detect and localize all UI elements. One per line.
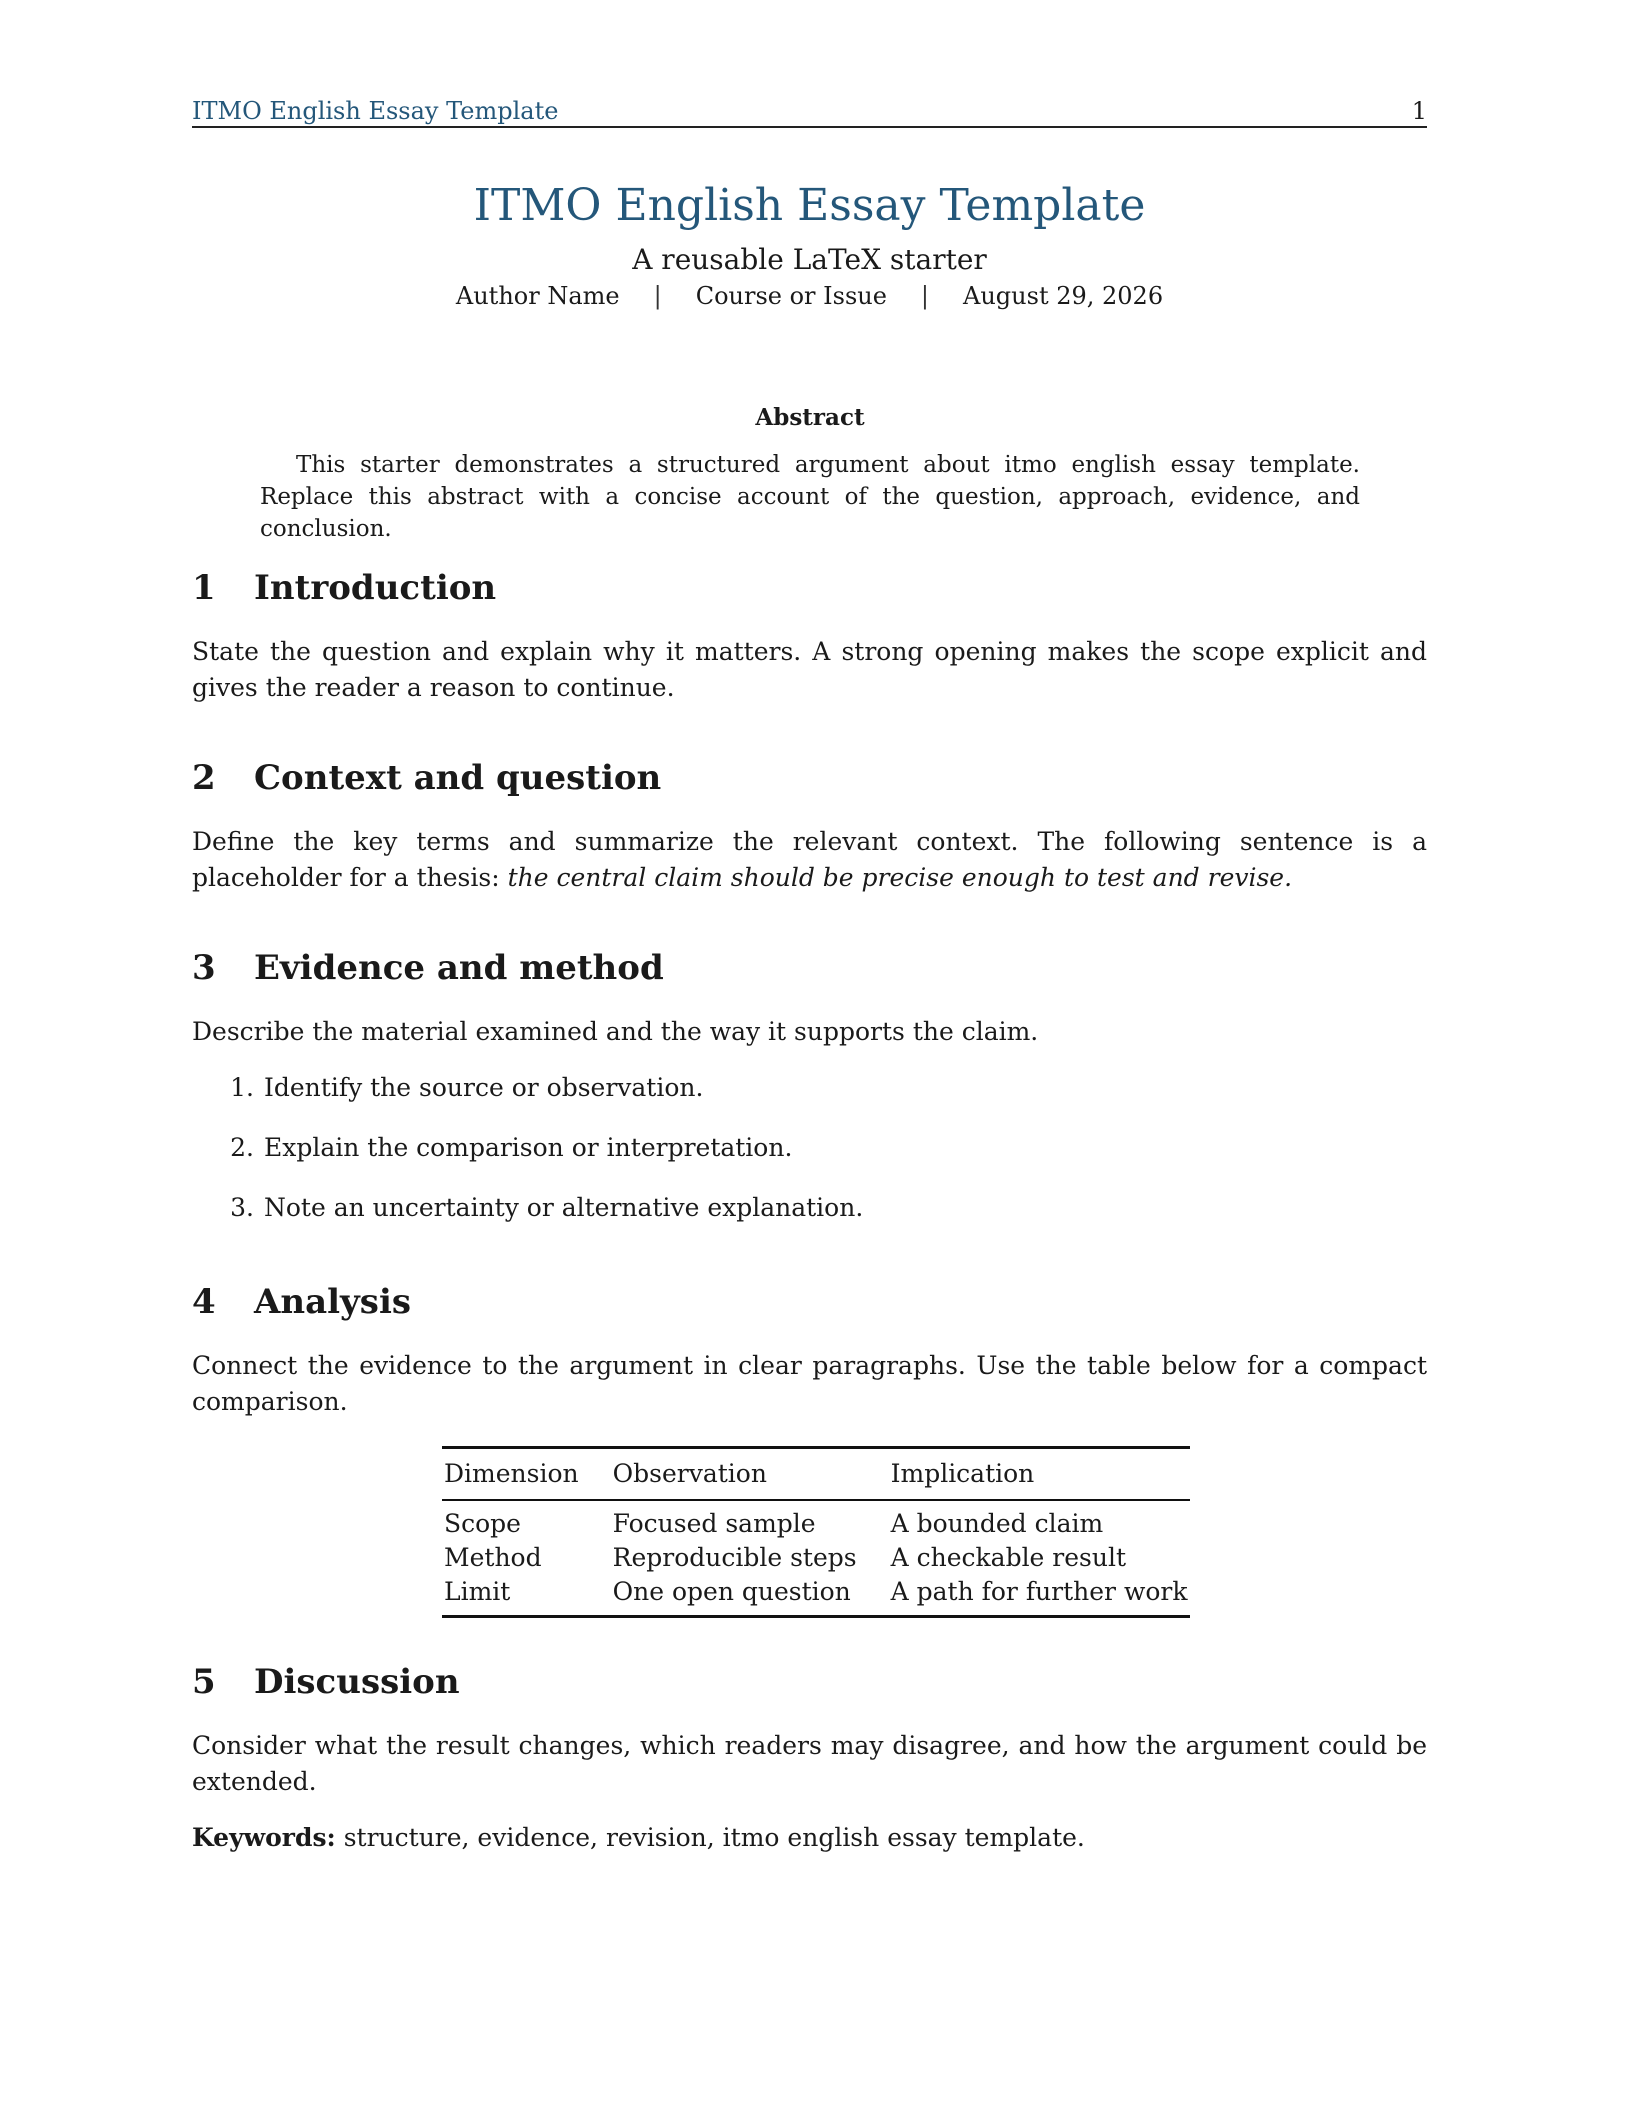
section-evidence — [192, 946, 1427, 1250]
table-cell: Focused sample — [612, 1509, 816, 1538]
section-body-text: Define the key terms and summarize the relevant context. The following sentence is a placeholder for a thesis: — [192, 827, 1427, 892]
running-header — [192, 92, 1427, 128]
document-title: ITMO English Essay Template — [473, 180, 1146, 231]
list-item-number: 1. — [230, 1073, 254, 1102]
list-item-number: 3. — [230, 1193, 254, 1222]
table-cell: One open question — [612, 1577, 851, 1606]
section-heading — [192, 756, 1427, 800]
section-introduction — [192, 566, 1427, 706]
list-item-text: Explain the comparison or interpretation. — [264, 1133, 793, 1162]
list-item — [192, 1190, 1427, 1226]
section-analysis — [192, 1280, 1427, 1420]
section-number: 4 — [192, 1282, 216, 1322]
table-header-row — [442, 1448, 1190, 1501]
section-number: 5 — [192, 1662, 216, 1702]
document-subtitle: A reusable LaTeX starter — [632, 243, 987, 276]
course-name: Course or Issue — [695, 282, 887, 310]
section-title: Discussion — [254, 1662, 460, 1702]
list-item — [192, 1070, 1427, 1106]
list-item-number: 2. — [230, 1133, 254, 1162]
section-heading — [192, 566, 1427, 610]
table-cell: Limit — [444, 1577, 511, 1606]
table-cell: A bounded claim — [890, 1509, 1104, 1538]
list-item-text: Note an uncertainty or alternative explanation. — [264, 1193, 864, 1222]
section-body: Connect the evidence to the argument in clear paragraphs. Use the table below for a compact comparison. — [192, 1351, 1427, 1416]
thesis-placeholder: the central claim should be precise enough to test and revise. — [507, 863, 1293, 892]
section-heading — [192, 946, 1427, 990]
section-body: State the question and explain why it matters. A strong opening makes the scope explicit and gives the reader a reason to continue. — [192, 637, 1427, 702]
section-number: 1 — [192, 568, 216, 608]
section-title: Context and question — [254, 758, 662, 798]
section-discussion — [192, 1660, 1427, 1800]
section-number: 2 — [192, 758, 216, 798]
table-row — [442, 1575, 1190, 1617]
abstract — [260, 404, 1360, 545]
byline-separator: | — [653, 282, 662, 310]
table-body — [442, 1500, 1190, 1617]
keywords-text: structure, evidence, revision, itmo english essay template. — [343, 1823, 1085, 1852]
table-row — [442, 1541, 1190, 1575]
column-header: Dimension — [444, 1459, 579, 1488]
section-body: Describe the material examined and the way it supports the claim. — [192, 1017, 1039, 1046]
byline-separator: | — [920, 282, 930, 310]
table-cell: Scope — [444, 1509, 521, 1538]
table-row — [442, 1500, 1190, 1541]
byline — [192, 280, 1427, 312]
table-header — [442, 1448, 1190, 1501]
section-context — [192, 756, 1427, 896]
document-page — [192, 0, 1427, 2112]
document-date: August 29, 2026 — [963, 282, 1164, 310]
title-block — [192, 178, 1427, 312]
section-body: Consider what the result changes, which readers may disagree, and how the argument could be extended. — [192, 1731, 1427, 1796]
keywords-label: Keywords: — [192, 1823, 336, 1852]
abstract-heading: Abstract — [755, 404, 865, 431]
section-title: Analysis — [254, 1282, 412, 1322]
keywords — [192, 1820, 1427, 1856]
table-cell: A path for further work — [890, 1577, 1188, 1606]
author-name: Author Name — [455, 282, 620, 310]
section-heading — [192, 1280, 1427, 1324]
page-number: 1 — [1411, 97, 1427, 125]
column-header: Implication — [890, 1459, 1035, 1488]
abstract-text: This starter demonstrates a structured argument about itmo english essay template. Replace this abstract with a concise account of the question, approach, evidence, and conclusion. — [260, 452, 1360, 542]
table-cell: Method — [444, 1543, 542, 1572]
section-title: Evidence and method — [254, 948, 664, 988]
section-body — [192, 824, 1427, 896]
method-list — [192, 1070, 1427, 1226]
list-item — [192, 1130, 1427, 1166]
section-title: Introduction — [254, 568, 497, 608]
running-title: ITMO English Essay Template — [192, 97, 559, 125]
section-heading — [192, 1660, 1427, 1704]
comparison-table — [442, 1446, 1190, 1618]
table-cell: A checkable result — [890, 1543, 1127, 1572]
column-header: Observation — [612, 1459, 767, 1488]
table-cell: Reproducible steps — [612, 1543, 857, 1572]
section-number: 3 — [192, 948, 216, 988]
list-item-text: Identify the source or observation. — [264, 1073, 704, 1102]
